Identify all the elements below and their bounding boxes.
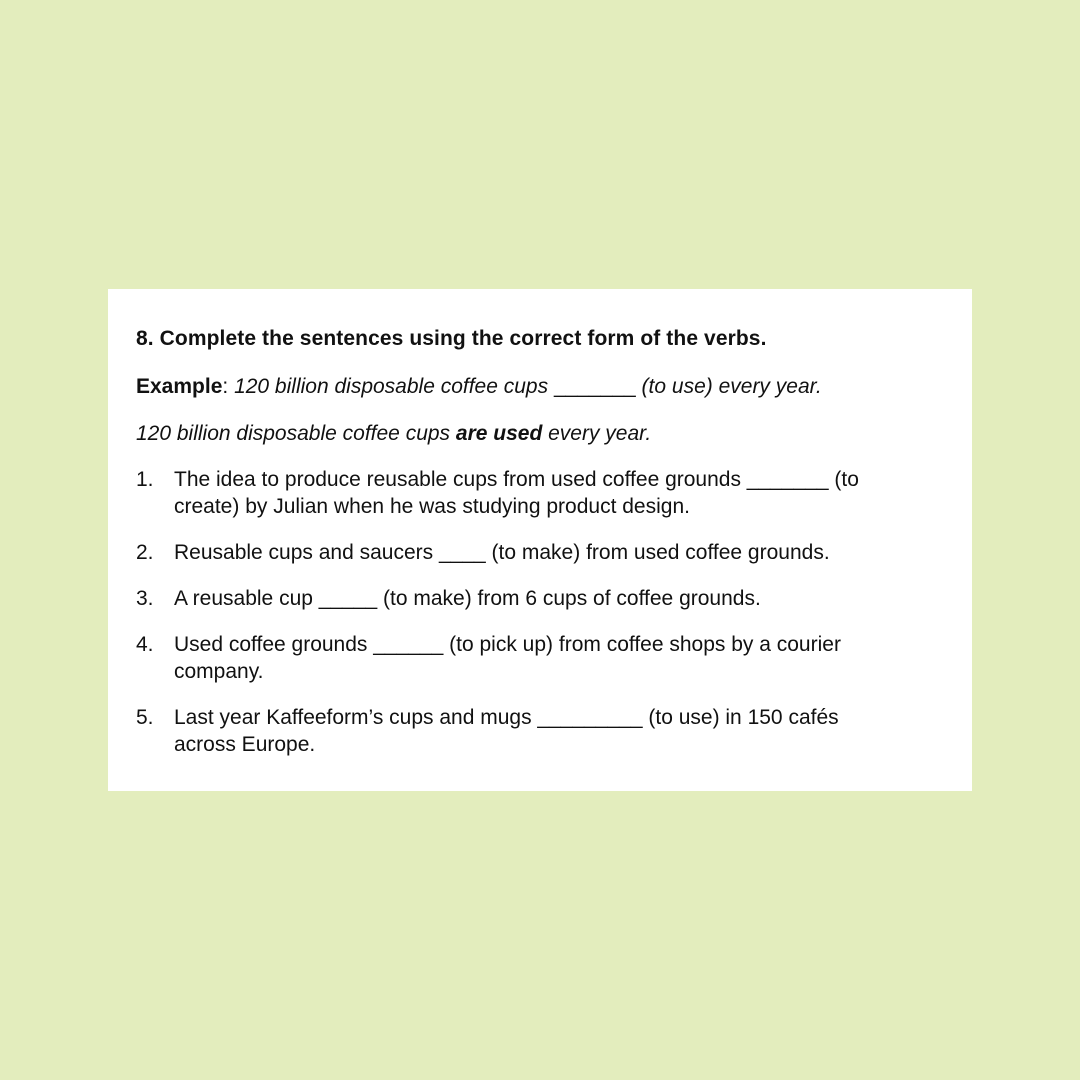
- answer-start: 120 billion disposable coffee cups: [136, 422, 456, 445]
- example-label: Example: [136, 375, 223, 398]
- answer-end: every year.: [542, 422, 652, 445]
- exercise-title: 8. Complete the sentences using the correct form of the verbs.: [136, 327, 767, 350]
- example-sentence-end: (to use) every year.: [635, 375, 822, 398]
- item-number: 1.: [136, 468, 154, 491]
- answer-bold: are used: [455, 422, 543, 445]
- item-number: 4.: [136, 633, 154, 656]
- item-text: The idea to produce reusable cups from used coffee grounds _______ (to create) by Julian when he was studying product design.: [174, 468, 859, 518]
- item-number: 3.: [136, 587, 154, 610]
- item-text: Reusable cups and saucers ____ (to make) from used coffee grounds.: [174, 541, 830, 564]
- item-text: Used coffee grounds ______ (to pick up) from coffee shops by a courier company.: [174, 633, 841, 683]
- example-sentence-start: 120 billion disposable coffee cups: [234, 375, 554, 398]
- list-item: [136, 466, 944, 520]
- example-answer: [136, 421, 944, 447]
- list-item: [136, 539, 944, 566]
- item-number: 2.: [136, 541, 154, 564]
- example-colon: :: [222, 375, 235, 398]
- item-number: 5.: [136, 706, 154, 729]
- list-item: [136, 585, 944, 612]
- item-text: Last year Kaffeeform’s cups and mugs _________ (to use) in 150 cafés across Europe.: [174, 706, 839, 756]
- exercise-card: [108, 289, 972, 791]
- item-text: A reusable cup _____ (to make) from 6 cups of coffee grounds.: [174, 587, 761, 610]
- example-blank: _______: [553, 375, 636, 398]
- exercise-items: [136, 466, 944, 758]
- list-item: [136, 704, 944, 758]
- example-line: [136, 374, 944, 400]
- list-item: [136, 631, 944, 685]
